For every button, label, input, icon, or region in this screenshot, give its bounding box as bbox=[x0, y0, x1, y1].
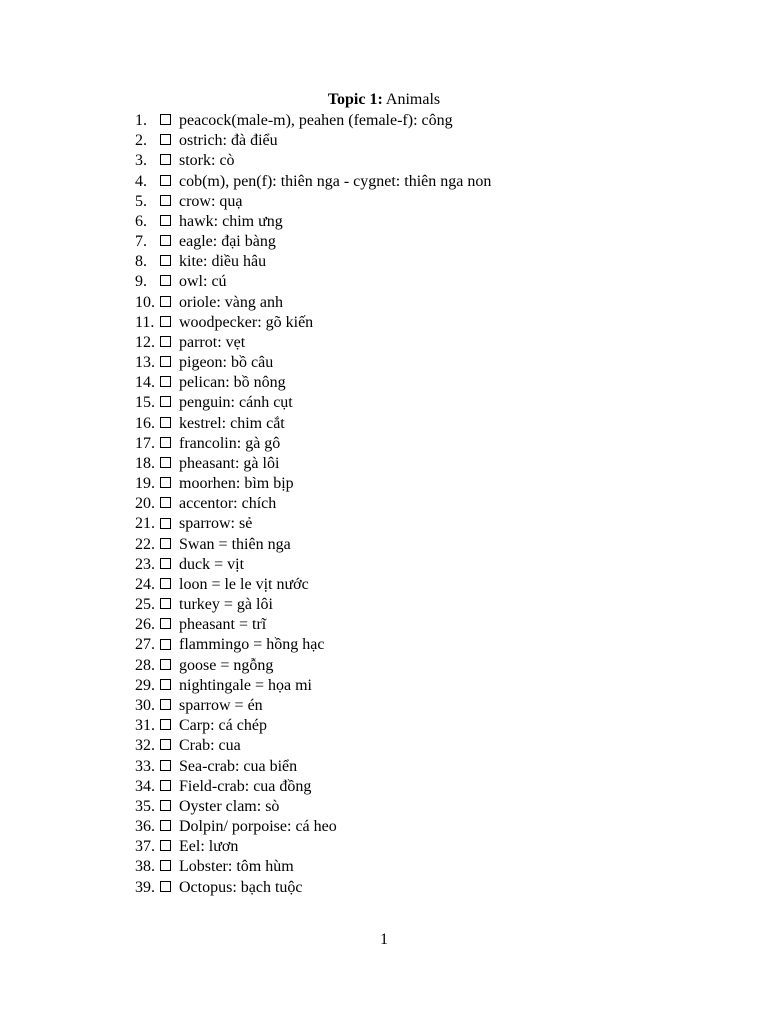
item-number: 36. bbox=[135, 818, 155, 836]
item-text: Carp: cá chép bbox=[179, 717, 267, 735]
item-number: 37. bbox=[135, 838, 155, 856]
checkbox[interactable] bbox=[160, 881, 171, 892]
list-item bbox=[135, 736, 695, 756]
checkbox[interactable] bbox=[160, 296, 171, 307]
item-text: sparrow: sẻ bbox=[179, 515, 253, 533]
item-number: 23. bbox=[135, 555, 155, 573]
list-item bbox=[135, 192, 695, 212]
checkbox[interactable] bbox=[160, 679, 171, 690]
item-number: 19. bbox=[135, 475, 155, 493]
list-item bbox=[135, 454, 695, 474]
item-number: 32. bbox=[135, 737, 155, 755]
item-text: Crab: cua bbox=[179, 737, 241, 755]
item-text: pelican: bồ nông bbox=[179, 374, 286, 392]
item-text: sparrow = én bbox=[179, 696, 263, 714]
item-number: 11. bbox=[135, 313, 155, 331]
item-text: pheasant: gà lôi bbox=[179, 454, 280, 472]
list-item bbox=[135, 615, 695, 635]
checkbox[interactable] bbox=[160, 376, 171, 387]
item-number: 2. bbox=[135, 132, 147, 150]
list-item bbox=[135, 837, 695, 857]
checkbox[interactable] bbox=[160, 497, 171, 508]
item-text: eagle: đại bàng bbox=[179, 233, 276, 251]
list-item bbox=[135, 393, 695, 413]
item-text: flammingo = hồng hạc bbox=[179, 636, 325, 654]
item-text: Dolpin/ porpoise: cá heo bbox=[179, 818, 337, 836]
list-item bbox=[135, 131, 695, 151]
checkbox[interactable] bbox=[160, 598, 171, 609]
item-text: loon = le le vịt nước bbox=[179, 575, 309, 593]
list-item bbox=[135, 494, 695, 514]
checkbox[interactable] bbox=[160, 235, 171, 246]
list-item bbox=[135, 252, 695, 272]
item-number: 3. bbox=[135, 152, 147, 170]
list-item bbox=[135, 797, 695, 817]
list-item bbox=[135, 595, 695, 615]
checkbox[interactable] bbox=[160, 336, 171, 347]
list-item bbox=[135, 575, 695, 595]
item-text: Lobster: tôm hùm bbox=[179, 858, 294, 876]
item-number: 13. bbox=[135, 354, 155, 372]
checkbox[interactable] bbox=[160, 275, 171, 286]
item-text: kite: diều hâu bbox=[179, 253, 267, 271]
list-item bbox=[135, 878, 695, 898]
item-text: Field-crab: cua đồng bbox=[179, 777, 312, 795]
item-text: stork: cò bbox=[179, 152, 235, 170]
checkbox[interactable] bbox=[160, 578, 171, 589]
checkbox[interactable] bbox=[160, 477, 171, 488]
item-text: Oyster clam: sò bbox=[179, 797, 280, 815]
page-title bbox=[0, 90, 768, 110]
list-item bbox=[135, 414, 695, 434]
list-item bbox=[135, 212, 695, 232]
checkbox[interactable] bbox=[160, 659, 171, 670]
checkbox[interactable] bbox=[160, 356, 171, 367]
item-text: penguin: cánh cụt bbox=[179, 394, 293, 412]
item-text: woodpecker: gõ kiến bbox=[179, 313, 314, 331]
item-number: 8. bbox=[135, 253, 147, 271]
list-item bbox=[135, 857, 695, 877]
list-item bbox=[135, 555, 695, 575]
item-number: 29. bbox=[135, 676, 155, 694]
item-text: parrot: vẹt bbox=[179, 333, 246, 351]
list-item bbox=[135, 777, 695, 797]
item-number: 27. bbox=[135, 636, 155, 654]
item-number: 30. bbox=[135, 696, 155, 714]
item-number: 24. bbox=[135, 575, 155, 593]
item-text: crow: quạ bbox=[179, 192, 243, 210]
checkbox[interactable] bbox=[160, 639, 171, 650]
item-number: 20. bbox=[135, 495, 155, 513]
item-number: 38. bbox=[135, 858, 155, 876]
item-text: hawk: chim ưng bbox=[179, 212, 283, 230]
item-text: cob(m), pen(f): thiên nga - cygnet: thiên nga non bbox=[179, 172, 492, 190]
checkbox[interactable] bbox=[160, 154, 171, 165]
checkbox[interactable] bbox=[160, 195, 171, 206]
list-item bbox=[135, 272, 695, 292]
checkbox[interactable] bbox=[160, 396, 171, 407]
list-item bbox=[135, 151, 695, 171]
item-text: francolin: gà gô bbox=[179, 434, 281, 452]
item-number: 4. bbox=[135, 172, 147, 190]
title-topic-name: Animals bbox=[382, 91, 441, 108]
item-number: 12. bbox=[135, 333, 155, 351]
item-text: moorhen: bìm bịp bbox=[179, 475, 294, 493]
checkbox[interactable] bbox=[160, 255, 171, 266]
checkbox[interactable] bbox=[160, 780, 171, 791]
list-item bbox=[135, 676, 695, 696]
page-number: 1 bbox=[380, 931, 388, 948]
item-text: kestrel: chim cắt bbox=[179, 414, 285, 432]
item-text: accentor: chích bbox=[179, 495, 277, 513]
item-text: nightingale = họa mi bbox=[179, 676, 312, 694]
item-text: pheasant = trĩ bbox=[179, 616, 267, 634]
item-number: 17. bbox=[135, 434, 155, 452]
checkbox[interactable] bbox=[160, 820, 171, 831]
list-item bbox=[135, 535, 695, 555]
checkbox[interactable] bbox=[160, 739, 171, 750]
list-item bbox=[135, 817, 695, 837]
checkbox[interactable] bbox=[160, 417, 171, 428]
checkbox[interactable] bbox=[160, 760, 171, 771]
checkbox[interactable] bbox=[160, 175, 171, 186]
item-number: 18. bbox=[135, 454, 155, 472]
checkbox[interactable] bbox=[160, 699, 171, 710]
checkbox[interactable] bbox=[160, 215, 171, 226]
item-number: 7. bbox=[135, 233, 147, 251]
item-number: 25. bbox=[135, 596, 155, 614]
item-text: peacock(male-m), peahen (female-f): công bbox=[179, 112, 453, 129]
list-item bbox=[135, 172, 695, 192]
item-text: turkey = gà lôi bbox=[179, 596, 273, 614]
list-item bbox=[135, 111, 695, 131]
list-item bbox=[135, 353, 695, 373]
item-number: 26. bbox=[135, 616, 155, 634]
list-item bbox=[135, 474, 695, 494]
item-text: owl: cú bbox=[179, 273, 227, 291]
item-text: Sea-crab: cua biển bbox=[179, 757, 298, 775]
item-number: 10. bbox=[135, 293, 155, 311]
checkbox[interactable] bbox=[160, 437, 171, 448]
item-text: duck = vịt bbox=[179, 555, 245, 573]
item-text: oriole: vàng anh bbox=[179, 293, 283, 311]
title-topic-label: Topic 1: bbox=[327, 91, 383, 108]
list-item bbox=[135, 656, 695, 676]
item-number: 22. bbox=[135, 535, 155, 553]
checkbox[interactable] bbox=[160, 316, 171, 327]
checkbox[interactable] bbox=[160, 518, 171, 529]
checkbox[interactable] bbox=[160, 860, 171, 871]
item-text: Eel: lươn bbox=[179, 838, 239, 856]
item-number: 28. bbox=[135, 656, 155, 674]
list-item bbox=[135, 373, 695, 393]
list-item bbox=[135, 333, 695, 353]
item-number: 21. bbox=[135, 515, 155, 533]
item-number: 33. bbox=[135, 757, 155, 775]
checkbox[interactable] bbox=[160, 538, 171, 549]
item-number: 1. bbox=[135, 112, 147, 129]
list-item bbox=[135, 757, 695, 777]
item-number: 39. bbox=[135, 878, 155, 896]
list-item bbox=[135, 514, 695, 534]
item-text: ostrich: đà điểu bbox=[179, 132, 278, 150]
item-number: 9. bbox=[135, 273, 147, 291]
checkbox[interactable] bbox=[160, 719, 171, 730]
list-item bbox=[135, 696, 695, 716]
checkbox[interactable] bbox=[160, 558, 171, 569]
item-text: Octopus: bạch tuộc bbox=[179, 878, 303, 896]
item-number: 34. bbox=[135, 777, 155, 795]
checkbox[interactable] bbox=[160, 800, 171, 811]
checkbox[interactable] bbox=[160, 134, 171, 145]
checkbox[interactable] bbox=[160, 618, 171, 629]
list-item bbox=[135, 293, 695, 313]
item-number: 6. bbox=[135, 212, 147, 230]
item-text: pigeon: bồ câu bbox=[179, 354, 274, 372]
item-text: goose = ngỗng bbox=[179, 656, 274, 674]
item-number: 5. bbox=[135, 192, 147, 210]
item-number: 31. bbox=[135, 717, 155, 735]
vocabulary-list bbox=[135, 111, 695, 898]
checkbox[interactable] bbox=[160, 114, 171, 125]
item-number: 14. bbox=[135, 374, 155, 392]
checkbox[interactable] bbox=[160, 457, 171, 468]
item-number: 35. bbox=[135, 797, 155, 815]
item-number: 16. bbox=[135, 414, 155, 432]
list-item bbox=[135, 716, 695, 736]
item-text: Swan = thiên nga bbox=[179, 535, 291, 553]
list-item bbox=[135, 313, 695, 333]
list-item bbox=[135, 232, 695, 252]
checkbox[interactable] bbox=[160, 840, 171, 851]
item-number: 15. bbox=[135, 394, 155, 412]
list-item bbox=[135, 635, 695, 655]
list-item bbox=[135, 434, 695, 454]
